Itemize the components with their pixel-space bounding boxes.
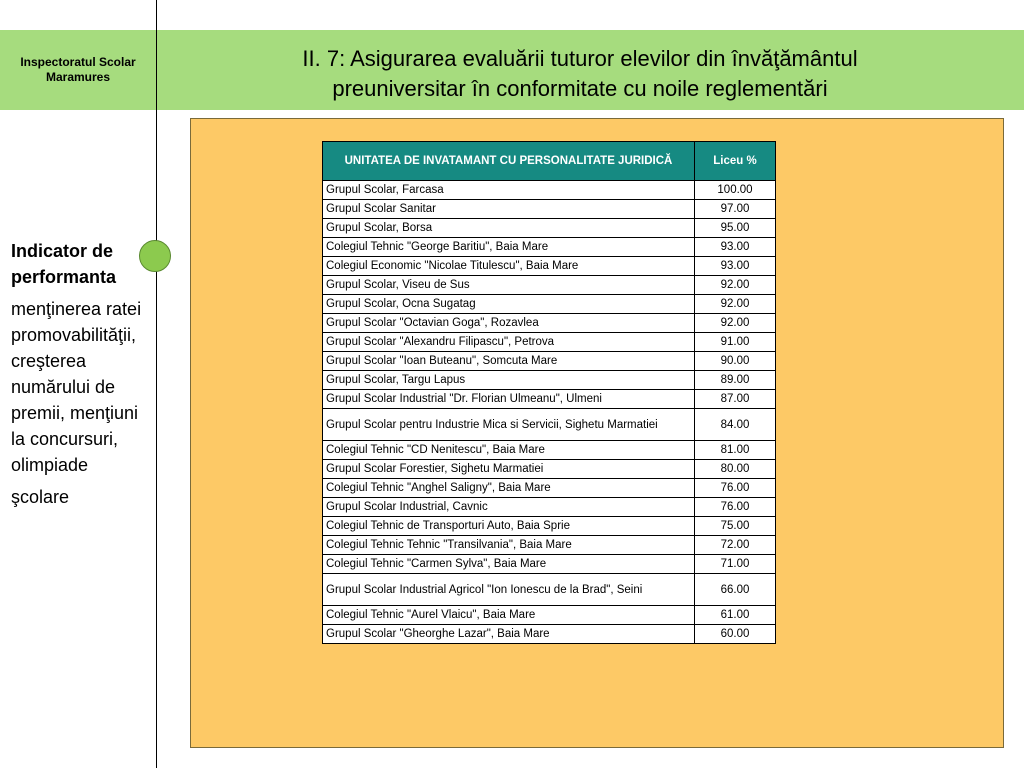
unit-name-cell: Grupul Scolar Industrial, Cavnic [323,498,695,517]
percent-cell: 92.00 [695,314,776,333]
unit-name-cell: Grupul Scolar, Viseu de Sus [323,276,695,295]
sidebar [11,238,151,510]
percent-cell: 93.00 [695,257,776,276]
table-row [323,295,776,314]
vertical-divider [156,0,157,768]
table-row [323,409,776,441]
table-header-row [323,142,776,181]
organization-line: Maramures [45,70,111,84]
percent-cell: 92.00 [695,295,776,314]
table-row [323,555,776,574]
unit-name-cell: Grupul Scolar "Gheorghe Lazar", Baia Mare [323,625,695,644]
percent-cell: 95.00 [695,219,776,238]
unit-name-cell: Grupul Scolar Industrial "Dr. Florian Ulmeanu", Ulmeni [323,390,695,409]
table-row [323,352,776,371]
table-row [323,479,776,498]
table-row [323,238,776,257]
percent-cell: 84.00 [695,409,776,441]
unit-name-cell: Colegiul Tehnic "CD Nenitescu", Baia Mare [323,441,695,460]
results-table [322,141,776,644]
percent-cell: 93.00 [695,238,776,257]
column-header-unit: UNITATEA DE INVATAMANT CU PERSONALITATE JURIDICĂ [323,142,695,181]
table-row [323,314,776,333]
column-header-percent: Liceu % [695,142,776,181]
percent-cell: 80.00 [695,460,776,479]
percent-cell: 75.00 [695,517,776,536]
percent-cell: 90.00 [695,352,776,371]
percent-cell: 71.00 [695,555,776,574]
unit-name-cell: Grupul Scolar Forestier, Sighetu Marmatiei [323,460,695,479]
unit-name-cell: Grupul Scolar Sanitar [323,200,695,219]
unit-name-cell: Grupul Scolar "Alexandru Filipascu", Petrova [323,333,695,352]
unit-name-cell: Colegiul Tehnic Tehnic "Transilvania", Baia Mare [323,536,695,555]
slide-title [160,44,1000,104]
percent-cell: 100.00 [695,181,776,200]
table-row [323,257,776,276]
slide-title-line: preuniversitar în conformitate cu noile reglementări [332,76,828,101]
percent-cell: 87.00 [695,390,776,409]
unit-name-cell: Grupul Scolar pentru Industrie Mica si Servicii, Sighetu Marmatiei [323,409,695,441]
percent-cell: 89.00 [695,371,776,390]
slide-title-line: II. 7: Asigurarea evaluării tuturor elevilor din învăţământul [302,46,858,71]
unit-name-cell: Colegiul Tehnic "Carmen Sylva", Baia Mare [323,555,695,574]
table-row [323,498,776,517]
unit-name-cell: Colegiul Tehnic de Transporturi Auto, Baia Sprie [323,517,695,536]
table-row [323,333,776,352]
table-row [323,219,776,238]
table-row [323,441,776,460]
table-row [323,460,776,479]
unit-name-cell: Grupul Scolar Industrial Agricol "Ion Ionescu de la Brad", Seini [323,574,695,606]
organization-name [0,30,156,110]
table-row [323,574,776,606]
percent-cell: 91.00 [695,333,776,352]
table-row [323,517,776,536]
percent-cell: 76.00 [695,479,776,498]
unit-name-cell: Grupul Scolar "Ioan Buteanu", Somcuta Mare [323,352,695,371]
indicator-description: menţinerea ratei promovabilităţii, creşterea numărului de premii, menţiuni la concursuri, olimpiade [11,299,142,475]
percent-cell: 92.00 [695,276,776,295]
table-row [323,606,776,625]
unit-name-cell: Grupul Scolar, Borsa [323,219,695,238]
unit-name-cell: Grupul Scolar, Ocna Sugatag [323,295,695,314]
table-row [323,371,776,390]
unit-name-cell: Grupul Scolar "Octavian Goga", Rozavlea [323,314,695,333]
percent-cell: 66.00 [695,574,776,606]
unit-name-cell: Grupul Scolar, Farcasa [323,181,695,200]
table-row [323,390,776,409]
percent-cell: 61.00 [695,606,776,625]
table-row [323,181,776,200]
unit-name-cell: Colegiul Economic "Nicolae Titulescu", Baia Mare [323,257,695,276]
table-row [323,200,776,219]
table-row [323,536,776,555]
percent-cell: 97.00 [695,200,776,219]
percent-cell: 60.00 [695,625,776,644]
unit-name-cell: Colegiul Tehnic "George Baritiu", Baia Mare [323,238,695,257]
unit-name-cell: Colegiul Tehnic "Anghel Saligny", Baia Mare [323,479,695,498]
organization-line: Inspectoratul Scolar [20,55,136,69]
percent-cell: 81.00 [695,441,776,460]
table-row [323,276,776,295]
indicator-description-end: şcolare [11,487,70,507]
percent-cell: 76.00 [695,498,776,517]
bullet-circle-icon [139,240,171,272]
percent-cell: 72.00 [695,536,776,555]
table-row [323,625,776,644]
unit-name-cell: Colegiul Tehnic "Aurel Vlaicu", Baia Mare [323,606,695,625]
unit-name-cell: Grupul Scolar, Targu Lapus [323,371,695,390]
indicator-label: Indicator de performanta [11,241,117,287]
